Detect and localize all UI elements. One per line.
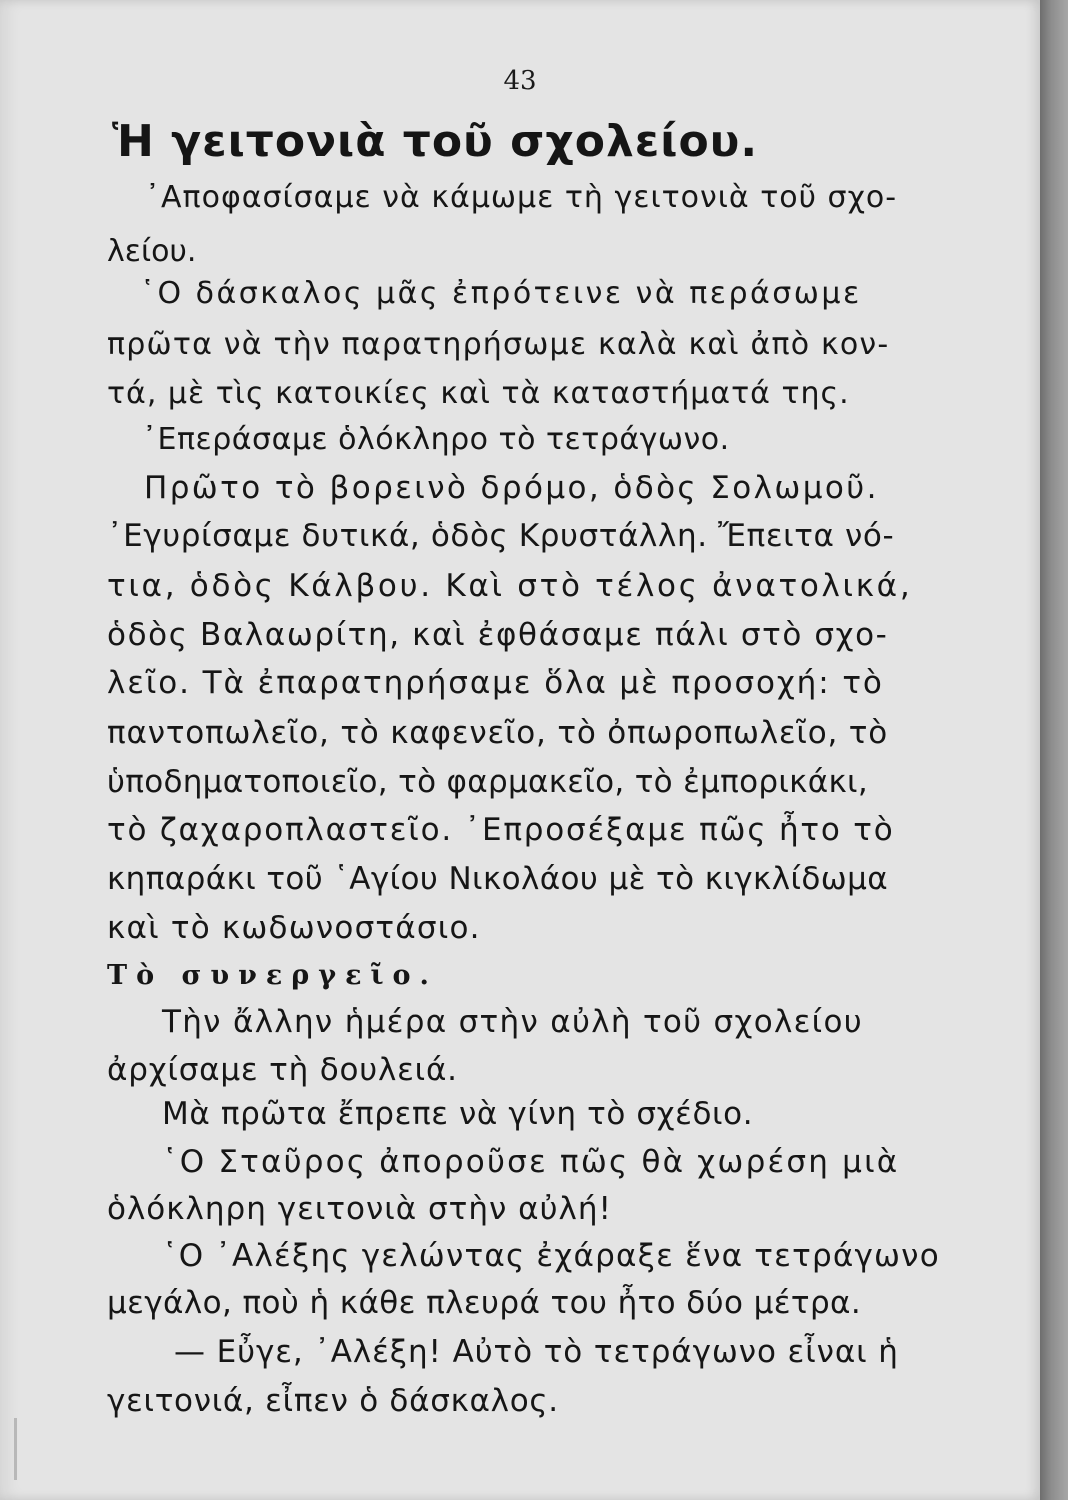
text-line: μεγάλο, ποὺ ἡ κάθε πλευρά του ἦτο δύο μέτρα. xyxy=(107,1285,862,1321)
text-line: ὁλόκληρη γειτονιὰ στὴν αὐλή! xyxy=(107,1191,612,1227)
text-line: κηπαράκι τοῦ ῾Αγίου Νικολάου μὲ τὸ κιγκλίδωμα xyxy=(107,861,889,897)
text-line: — Εὖγε, ᾿Αλέξη! Αὐτὸ τὸ τετράγωνο εἶναι ἡ xyxy=(174,1334,899,1370)
text-line: λεῖο. Τὰ ἐπαρατηρήσαμε ὅλα μὲ προσοχή: τὸ xyxy=(107,665,884,701)
text-line: λείου. xyxy=(107,234,197,269)
page-number: 43 xyxy=(503,66,537,96)
text-line: ᾿Εγυρίσαμε δυτικά, ὁδὸς Κρυστάλλη. Ἔπειτα νό- xyxy=(107,518,895,554)
text-line: πρῶτα νὰ τὴν παρατηρήσωμε καλὰ καὶ ἀπὸ κον- xyxy=(107,327,890,362)
text-line: ῾Ο ᾿Αλέξης γελώντας ἐχάραξε ἕνα τετράγωνο xyxy=(162,1238,940,1274)
text-line: Πρῶτο τὸ βορεινὸ δρόμο, ὁδὸς Σολωμοῦ. xyxy=(144,470,879,506)
text-line: γειτονιά, εἶπεν ὁ δάσκαλος. xyxy=(107,1383,559,1419)
page-edge xyxy=(1040,0,1068,1500)
text-line: τά, μὲ τὶς κατοικίες καὶ τὰ καταστήματά της. xyxy=(107,376,850,411)
text-line: ὁδὸς Βαλαωρίτη, καὶ ἐφθάσαμε πάλι στὸ σχο- xyxy=(107,617,889,653)
text-line: τὸ ζαχαροπλαστεῖο. ᾿Επροσέξαμε πῶς ἦτο τὸ xyxy=(107,812,895,848)
text-line: ᾿Επεράσαμε ὁλόκληρο τὸ τετράγωνο. xyxy=(142,422,730,457)
text-line: ᾿Αποφασίσαμε νὰ κάμωμε τὴ γειτονιὰ τοῦ σχο- xyxy=(145,180,898,215)
section-subheading: Τὸ συνεργεῖο. xyxy=(107,960,438,991)
text-line: Μὰ πρῶτα ἔπρεπε νὰ γίνη τὸ σχέδιο. xyxy=(162,1096,754,1132)
text-line: καὶ τὸ κωδωνοστάσιο. xyxy=(107,910,481,946)
text-line: παντοπωλεῖο, τὸ καφενεῖο, τὸ ὀπωροπωλεῖο, τὸ xyxy=(107,715,889,751)
text-line: τια, ὁδὸς Κάλβου. Καὶ στὸ τέλος ἀνατολικά, xyxy=(107,568,913,604)
text-line: ῾Ο δάσκαλος μᾶς ἐπρότεινε νὰ περάσωμε xyxy=(140,276,862,311)
text-line: Τὴν ἄλλην ἡμέρα στὴν αὐλὴ τοῦ σχολείου xyxy=(162,1004,863,1040)
scan-mark xyxy=(14,1418,17,1480)
text-line: ἀρχίσαμε τὴ δουλειά. xyxy=(107,1052,458,1088)
text-line: ὑποδηματοποιεῖο, τὸ φαρμακεῖο, τὸ ἐμπορικάκι, xyxy=(107,764,868,800)
chapter-title: Ἡ γειτονιὰ τοῦ σχολείου. xyxy=(112,116,759,167)
text-line: ῾Ο Σταῦρος ἀποροῦσε πῶς θὰ χωρέση μιὰ xyxy=(162,1144,900,1180)
